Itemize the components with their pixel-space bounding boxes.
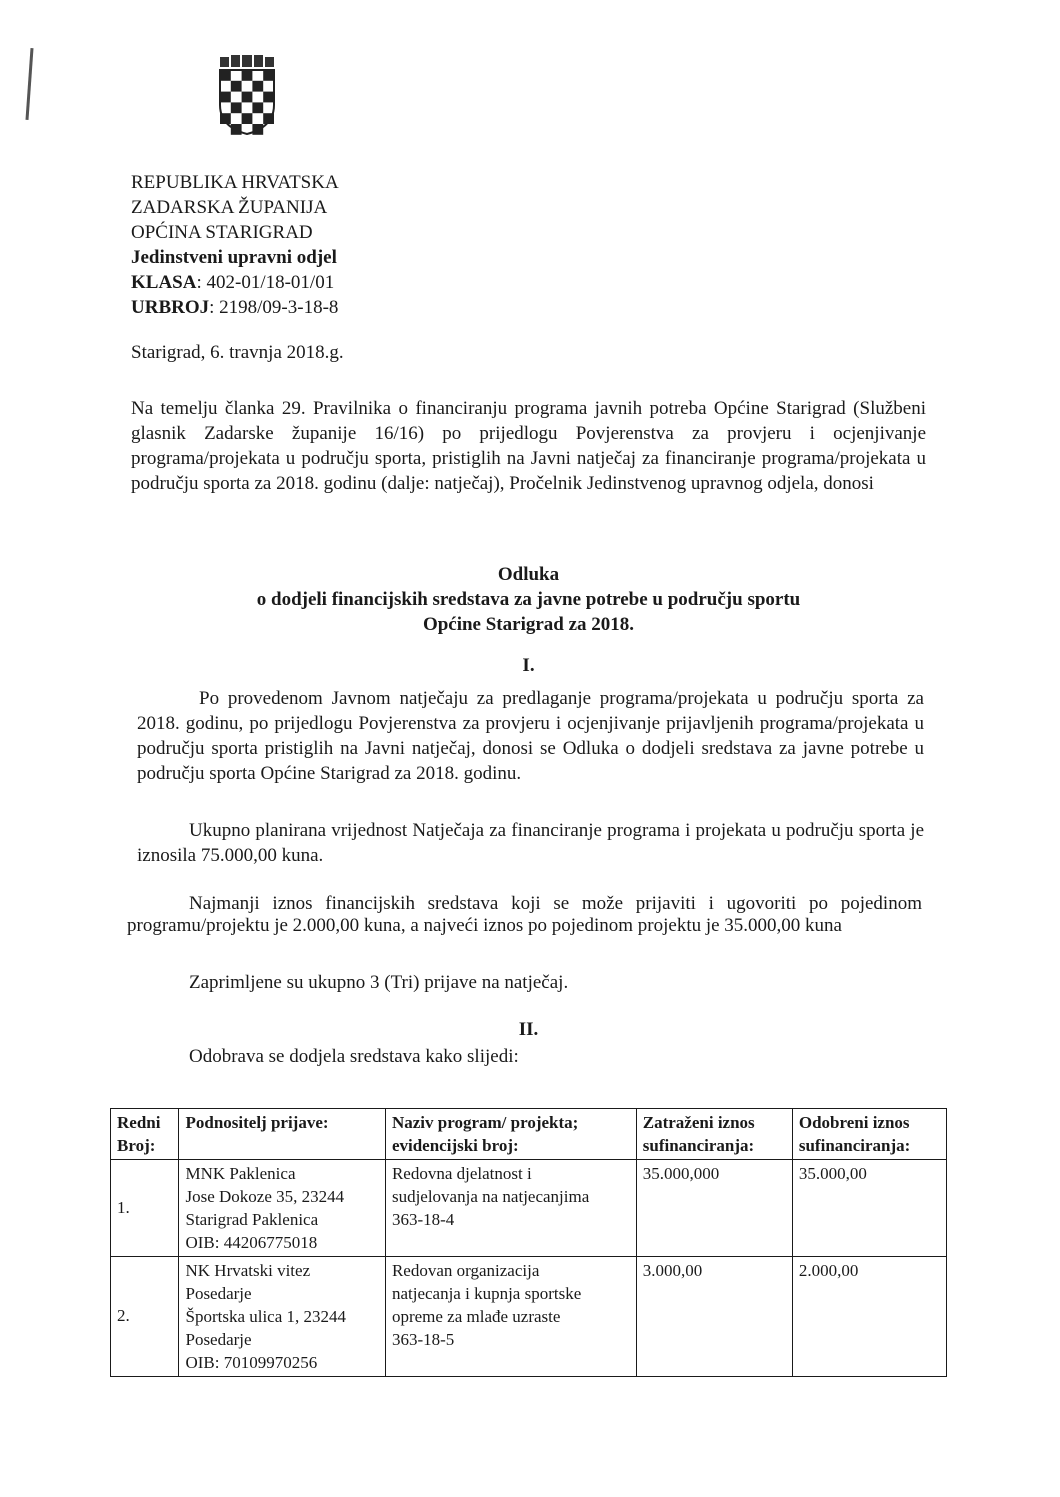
row-number: 1. [111,1160,179,1257]
header-text: Odobreni iznos [798,1113,910,1132]
row-number: 2. [111,1257,179,1377]
title-line: Odluka [497,564,560,585]
urbroj-line [131,295,339,320]
header-text: Zatraženi iznos [642,1113,755,1132]
section2-intro: Odobrava se dodjela sredstava kako slijedi: [189,1046,519,1067]
cell-text: Jose Dokoze 35, 23244 [185,1187,345,1206]
table-header-row [111,1109,947,1160]
section-heading-2: II. [518,1019,539,1040]
document-date: Starigrad, 6. travnja 2018.g. [131,342,344,363]
cell-text: OIB: 70109970256 [185,1353,318,1372]
cell-text: 363-18-5 [391,1330,455,1349]
header-line: ZADARSKA ŽUPANIJA [131,197,328,218]
decision-title [131,562,926,637]
approved-amount: 2.000,00 [792,1257,946,1377]
table-row [111,1160,947,1257]
column-header [111,1109,179,1160]
program-cell [385,1257,636,1377]
title-line: o dodjeli financijskih sredstava za javne potrebe u području sportu [256,589,801,610]
applicant-cell [179,1160,385,1257]
cell-text: MNK Paklenica [185,1164,296,1183]
cell-text: Športska ulica 1, 23244 [185,1307,347,1326]
header-text: Podnositelj prijave: [185,1113,329,1132]
applicant-cell [179,1257,385,1377]
cell-text: Redovan organizacija [391,1261,540,1280]
program-cell [385,1160,636,1257]
requested-amount: 3.000,00 [636,1257,792,1377]
intro-paragraph: Na temelju članka 29. Pravilnika o financiranju programa javnih potreba Općine Starigrad (Službeni glasnik Zadarske županije 16/16) po prijedlogu Povjerenstva za provjeru i ocjenjivanje programa/projekata u području sporta, pristiglih na Javni natječaj za financiranje programa/projekata u području sporta za 2018. godinu (dalje: natječaj), Pročelnik Jedinstvenog upravnog odjela, donosi [131,398,926,494]
header-text: evidencijski broj: [391,1136,519,1155]
cell-text: OIB: 44206775018 [185,1233,318,1252]
section1-paragraph: Ukupno planirana vrijednost Natječaja za financiranje programa i projekata u području sporta je iznosila 75.000,00 kuna. [137,820,924,866]
requested-amount: 35.000,000 [636,1160,792,1257]
section1-paragraph: Po provedenom Javnom natječaju za predlaganje programa/projekata u području sporta za 2018. godinu, po prijedlogu Povjerenstva za provjeru i ocjenjivanje prijavljenih programa/projekata u području sporta pristiglih na Javni natječaj, donosi se Odluka o dodjeli sredstava za javne potrebe u području sporta Općine Starigrad za 2018. godinu. [137,688,924,784]
header-text: sufinanciranja: [798,1136,911,1155]
klasa-label: KLASA [131,272,197,293]
cell-text: sudjelovanja na natjecanjima [391,1187,590,1206]
title-line: Općine Starigrad za 2018. [422,614,635,635]
cell-text: Starigrad Paklenica [185,1210,319,1229]
cell-text: opreme za mlađe uzraste [391,1307,561,1326]
cell-text: natjecanja i kupnja sportske [391,1284,582,1303]
section-heading-1: I. [522,655,535,676]
urbroj-value: : 2198/09-3-18-8 [209,297,339,318]
klasa-value: : 402-01/18-01/01 [196,272,335,293]
department-name: Jedinstveni upravni odjel [131,247,337,268]
header-line: REPUBLIKA HRVATSKA [131,172,339,193]
column-header [385,1109,636,1160]
cell-text: Posedarje [185,1330,252,1349]
urbroj-label: URBROJ [131,297,210,318]
section1-paragraph: Najmanji iznos financijskih sredstava koji se može prijaviti i ugovoriti po pojedinom programu/projektu je 2.000,00 kuna, a najveći iznos po pojedinom projektu je 35.000,00 kuna [127,893,922,936]
cell-text: Posedarje [185,1284,252,1303]
scan-mark [25,48,33,120]
cell-text: NK Hrvatski vitez [185,1261,311,1280]
cell-text: 363-18-4 [391,1210,455,1229]
approved-amount: 35.000,00 [792,1160,946,1257]
header-text: Broj: [117,1136,156,1155]
header-line: OPĆINA STARIGRAD [131,222,313,243]
column-header [179,1109,385,1160]
grants-table [110,1108,947,1377]
cell-text: Redovna djelatnost i [391,1164,532,1183]
column-header [792,1109,946,1160]
header-text: sufinanciranja: [642,1136,755,1155]
table-row [111,1257,947,1377]
header-text: Naziv program/ projekta; [391,1113,579,1132]
section1-paragraph: Zaprimljene su ukupno 3 (Tri) prijave na natječaj. [189,972,569,993]
column-header [636,1109,792,1160]
klasa-line [131,270,339,295]
header-text: Redni [117,1113,161,1132]
document-header [131,170,339,320]
coat-of-arms-icon [216,55,278,135]
